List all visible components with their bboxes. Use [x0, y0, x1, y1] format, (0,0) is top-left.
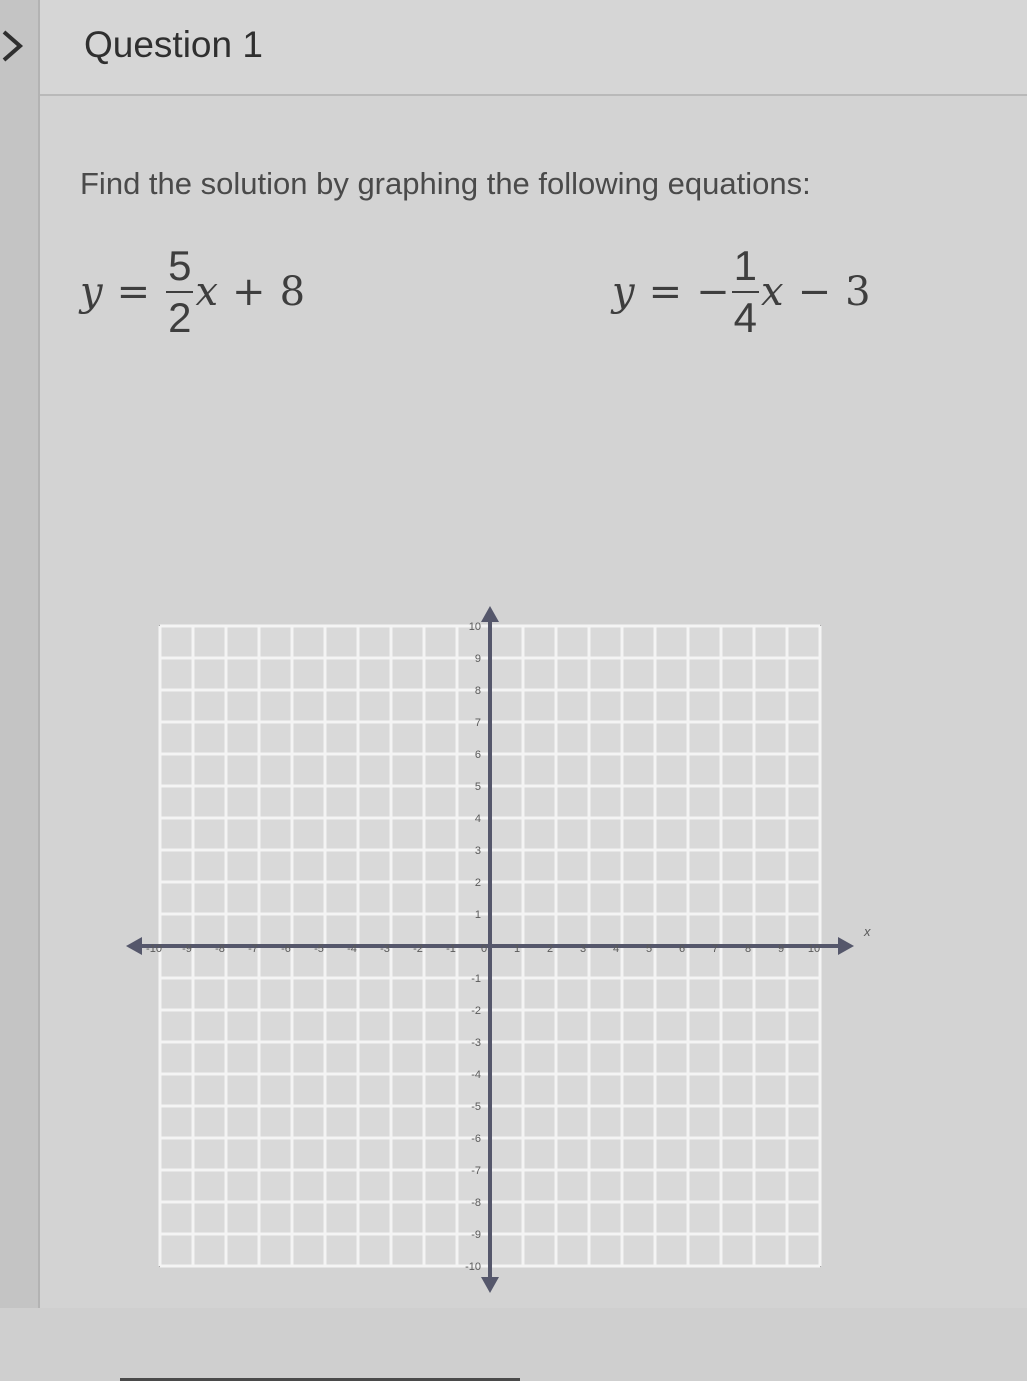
- equation-2-constant: 3: [845, 269, 871, 315]
- y-tick-label: 2: [474, 877, 481, 889]
- x-tick-label: 5: [645, 943, 653, 955]
- question-prompt: Find the solution by graphing the following equations:: [80, 166, 811, 201]
- equation-2-operator: −: [797, 269, 832, 315]
- equation-1-constant: 8: [279, 269, 306, 315]
- y-axis-down-arrow-icon: [481, 1277, 499, 1293]
- question-title: Question 1: [84, 24, 263, 65]
- x-tick-label: 1: [513, 943, 521, 955]
- equation-2-denominator: 4: [733, 294, 757, 341]
- y-tick-label: -7: [471, 1165, 481, 1177]
- y-axis-up-arrow-icon: [481, 606, 499, 622]
- left-strip: [0, 0, 40, 1308]
- x-tick-label: 2: [546, 943, 554, 955]
- x-tick-label: -8: [215, 943, 225, 955]
- x-tick-label: -7: [248, 943, 258, 955]
- equation-2-numerator: 1: [732, 241, 759, 293]
- y-tick-label: -10: [465, 1261, 481, 1273]
- y-tick-label: -8: [471, 1197, 481, 1209]
- y-tick-label: -6: [471, 1133, 481, 1145]
- y-tick-label: 7: [474, 717, 481, 729]
- x-tick-label: -10: [146, 943, 162, 955]
- y-tick-label: 4: [474, 813, 481, 825]
- y-tick-label: 9: [474, 653, 481, 665]
- x-tick-label: 0: [480, 943, 488, 955]
- x-tick-label: -4: [347, 943, 357, 955]
- y-tick-label: -9: [471, 1229, 481, 1241]
- y-tick-label: 6: [474, 749, 481, 761]
- x-tick-label: 3: [579, 943, 587, 955]
- y-tick-label: 10: [468, 621, 481, 633]
- equation-2: [612, 241, 871, 343]
- x-tick-label: -6: [281, 943, 291, 955]
- y-tick-label: 3: [474, 845, 481, 857]
- equation-1-variable: x: [195, 269, 219, 315]
- x-tick-label: 8: [744, 943, 752, 955]
- x-tick-label: -2: [413, 943, 423, 955]
- x-axis-right-arrow-icon: [838, 937, 854, 955]
- equation-1-numerator: 5: [166, 241, 193, 293]
- x-tick-label: 10: [807, 943, 821, 955]
- equation-2-lhs: y: [612, 269, 635, 315]
- equation-1-denominator: 2: [168, 294, 192, 341]
- y-tick-label: 8: [474, 685, 481, 697]
- y-tick-label: 1: [474, 909, 481, 921]
- y-tick-label: -2: [471, 1005, 481, 1017]
- equation-2-variable: x: [761, 269, 784, 315]
- equation-2-equals: =: [648, 269, 683, 315]
- equation-1: [80, 241, 305, 343]
- chevron-right-icon[interactable]: [0, 26, 26, 66]
- y-tick-label: -4: [471, 1069, 481, 1081]
- x-tick-label: -5: [314, 943, 324, 955]
- coordinate-grid[interactable]: [110, 506, 871, 1276]
- x-tick-label: 9: [777, 943, 785, 955]
- x-tick-label: 4: [612, 943, 620, 955]
- x-tick-label: -9: [182, 943, 192, 955]
- x-axis-label: x: [864, 924, 871, 939]
- y-tick-label: -1: [471, 973, 481, 985]
- question-header: [40, 0, 1027, 96]
- equation-1-equals: =: [116, 269, 151, 315]
- y-tick-label: -3: [471, 1037, 481, 1049]
- question-content: [40, 96, 1027, 1308]
- equation-2-sign: −: [696, 269, 730, 315]
- x-tick-label: 7: [711, 943, 719, 955]
- y-tick-label: 5: [474, 781, 481, 793]
- x-tick-label: 6: [678, 943, 686, 955]
- equation-1-operator: +: [232, 269, 266, 315]
- equation-1-lhs: y: [80, 269, 103, 315]
- x-axis-left-arrow-icon: [126, 937, 142, 955]
- equation-1-fraction: [166, 241, 193, 343]
- x-tick-label: -3: [380, 943, 390, 955]
- y-tick-label: -5: [471, 1101, 481, 1113]
- x-tick-label: -1: [446, 943, 456, 955]
- equation-2-fraction: [732, 241, 759, 343]
